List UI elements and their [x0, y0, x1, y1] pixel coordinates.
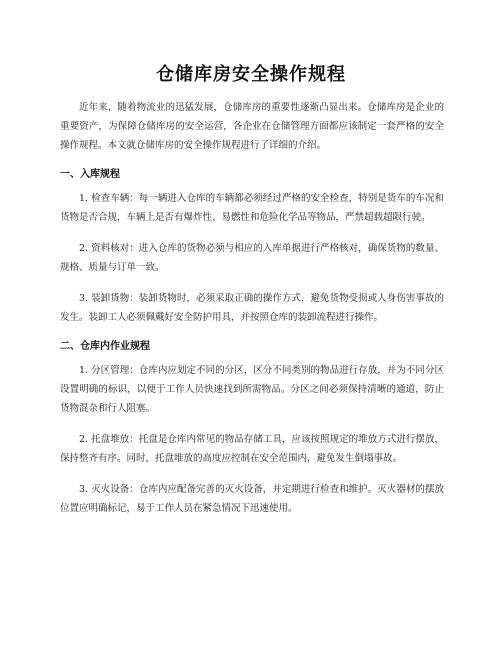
warehouse-item-2: 2. 托盘堆放：托盘是仓库内常见的物品存储工具，应该按照规定的堆放方式进行摆放，保持整齐有序。同时，托盘堆放的高度应控制在安全范围内，避免发生倒塌事故。 — [60, 434, 444, 464]
warehouse-item-3: 3. 灭火设备：仓库内应配备完善的灭火设备，并定期进行检查和维护。灭火器材的摆放位置应明确标记，易于工作人员在紧急情况下迅速使用。 — [60, 484, 444, 514]
document-body — [60, 98, 444, 530]
section-heading-warehouse-ops: 二、仓库内作业规程 — [60, 341, 150, 352]
warehouse-item-1: 1. 分区管理：仓库内应划定不同的分区，区分不同类别的物品进行存放，并为不同分区设置明确的标识，以便于工作人员快速找到所需物品。分区之间必须保持清晰的通道，防止货物混杂和行人阻塞。 — [60, 365, 444, 414]
intro-paragraph: 近年来，随着物流业的迅猛发展，仓储库房的重要性逐渐凸显出来。仓储库房是企业的重要资产，为保障仓储库房的安全运营，各企业在仓储管理方面都应该制定一套严格的安全操作规程。本文就仓储库房的安全操作规程进行了详细的介绍。 — [60, 102, 444, 151]
section-heading-inbound: 一、入库规程 — [60, 169, 120, 180]
document-title: 仓储库房安全操作规程 — [156, 64, 346, 85]
inbound-item-1: 1. 检查车辆：每一辆进入仓库的车辆都必须经过严格的安全检查，特别是货车的车况和货物是否合规，车辆上是否有爆炸性、易燃性和危险化学品等物品，严禁超载超限行驶。 — [60, 193, 444, 223]
inbound-item-3: 3. 装卸货物：装卸货物时，必须采取正确的操作方式，避免货物受损或人身伤害事故的发生。装卸工人必须佩戴好安全防护用具，并按照仓库的装卸流程进行操作。 — [60, 293, 444, 323]
inbound-item-2: 2. 资料核对：进入仓库的货物必须与相应的入库单据进行严格核对，确保货物的数量、规格、质量与订单一致。 — [60, 243, 444, 273]
